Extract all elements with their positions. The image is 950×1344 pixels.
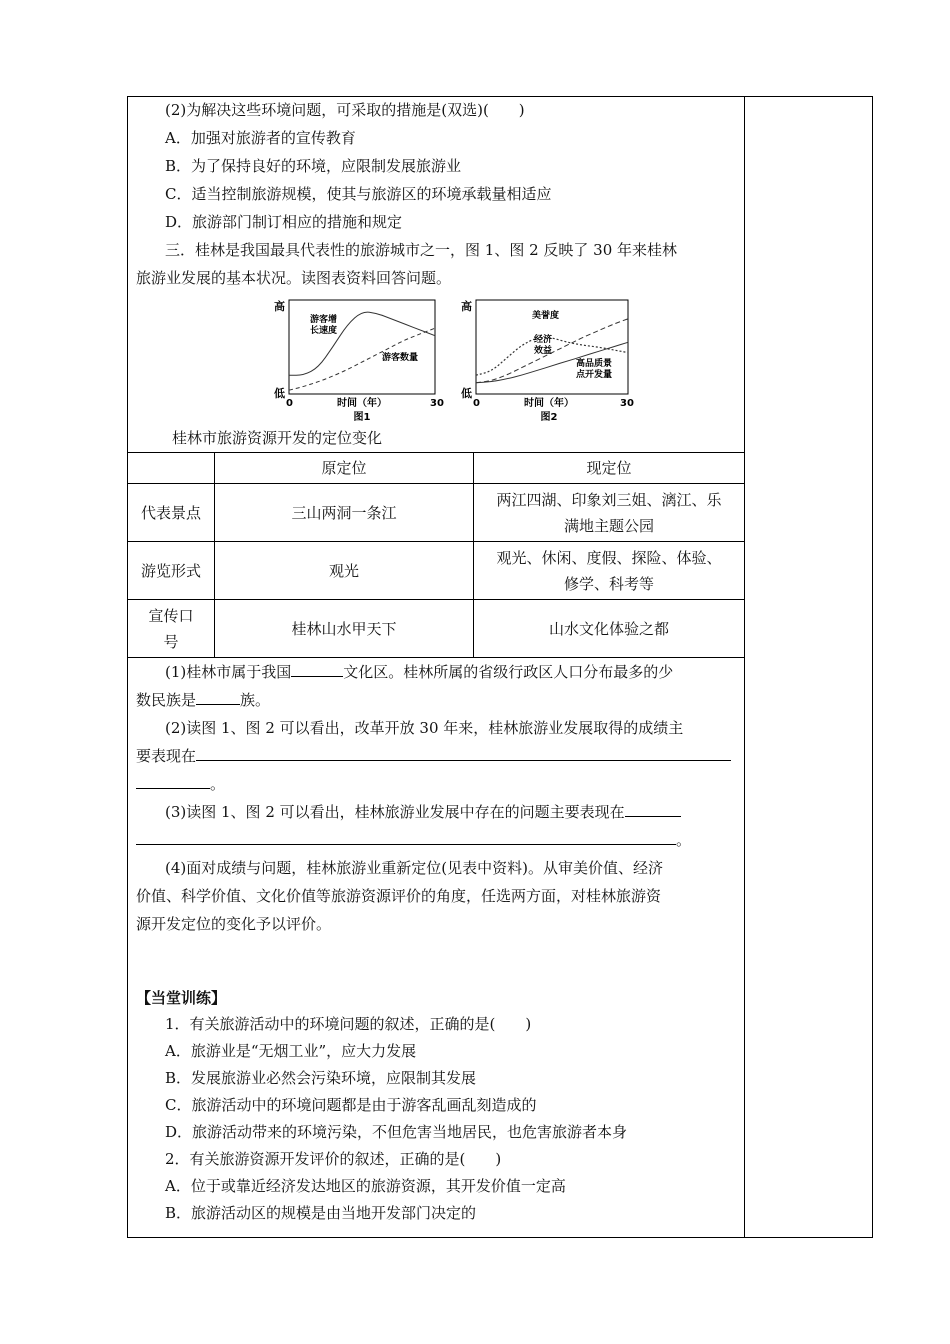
table-header-row (128, 453, 745, 484)
row-label-slogan-l1: 宣传口 (148, 606, 194, 625)
subq1-text-d: 族。 (240, 691, 271, 709)
fig1-title: 图1 (353, 412, 371, 423)
row-forms-current-l2: 修学、科考等 (563, 574, 654, 593)
practice-q1-option-b: B．发展旅游业必然会污染环境，应限制其发展 (165, 1069, 477, 1087)
subq2-line1: (2)读图 1、图 2 可以看出，改革开放 30 年来，桂林旅游业发展取得的成绩主 (165, 719, 684, 737)
subq2-end: 。 (210, 775, 226, 793)
subq2-line3 (136, 774, 225, 794)
row-label-slogan (128, 600, 215, 658)
row-slogan-current: 山水文化体验之都 (474, 600, 745, 658)
figure-1 (274, 299, 444, 423)
subq2-blank-1[interactable] (196, 746, 731, 761)
fig2-label-quality-l1: 高品质景 (576, 359, 613, 369)
subq1-text-c: 数民族是 (136, 691, 197, 709)
fig2-x-tick-0: 0 (473, 398, 480, 409)
fig2-y-low: 低 (461, 387, 472, 400)
margin-column-divider (744, 96, 745, 1238)
table-row (128, 542, 745, 600)
practice-heading: 【当堂训练】 (136, 989, 227, 1007)
row-label-sites: 代表景点 (128, 484, 215, 542)
practice-q2-option-a: A．位于或靠近经济发达地区的旅游资源，其开发价值一定高 (165, 1177, 566, 1195)
practice-q1-option-d: D．旅游活动带来的环境污染，不但危害当地居民，也危害旅游者本身 (165, 1123, 628, 1141)
fig1-y-high: 高 (274, 300, 285, 313)
subq3-blank-2[interactable] (136, 830, 676, 845)
subq3-end: 。 (676, 831, 692, 849)
subq1-line2 (136, 690, 270, 710)
practice-q2-stem: 2．有关旅游资源开发评价的叙述，正确的是( ) (165, 1150, 502, 1168)
fig1-x-tick-30: 30 (430, 398, 444, 409)
subq1-blank-1[interactable] (291, 662, 343, 677)
row-slogan-original: 桂林山水甲天下 (215, 600, 474, 658)
subq4-line2: 价值、科学价值、文化价值等旅游资源评价的角度，任选两方面，对桂林旅游资 (136, 887, 662, 905)
row-label-slogan-l2: 号 (163, 632, 179, 651)
row-label-forms: 游览形式 (128, 542, 215, 600)
subq1-text-b: 文化区。桂林所属的省级行政区人口分布最多的少 (343, 663, 674, 681)
row-forms-current-l1: 观光、休闲、度假、探险、体验、 (496, 548, 722, 567)
q2-option-d: D．旅游部门制订相应的措施和规定 (165, 213, 403, 231)
fig2-label-quality-l2: 点开发量 (576, 370, 613, 380)
fig2-label-econ-l2: 效益 (534, 346, 553, 356)
q2-option-b: B．为了保持良好的环境，应限制发展旅游业 (165, 157, 462, 175)
table-header-original: 原定位 (215, 453, 474, 484)
fig2-x-label: 时间（年） (524, 398, 574, 409)
table-row (128, 484, 745, 542)
fig2-x-tick-30: 30 (620, 398, 634, 409)
subq1-line1 (165, 662, 673, 682)
fig1-label-count: 游客数量 (382, 353, 419, 363)
practice-q1-option-a: A．旅游业是“无烟工业”，应大力发展 (165, 1042, 417, 1060)
q2-option-a: A．加强对旅游者的宣传教育 (165, 129, 356, 147)
row-sites-original: 三山两洞一条江 (215, 484, 474, 542)
positioning-table (127, 452, 745, 658)
table-row (128, 600, 745, 658)
subq2-blank-2[interactable] (136, 774, 210, 789)
subq4-line3: 源开发定位的变化予以评价。 (136, 915, 332, 933)
table-caption: 桂林市旅游资源开发的定位变化 (172, 429, 383, 447)
fig1-label-growth-l1: 游客增 (310, 315, 338, 325)
row-sites-current (474, 484, 745, 542)
practice-q1-stem: 1．有关旅游活动中的环境问题的叙述，正确的是( ) (165, 1015, 532, 1033)
fig2-y-high: 高 (461, 300, 472, 313)
subq1-blank-2[interactable] (196, 690, 240, 705)
practice-q2-option-b: B．旅游活动区的规模是由当地开发部门决定的 (165, 1204, 477, 1222)
table-header-empty (128, 453, 215, 484)
subq1-text-a: (1)桂林市属于我国 (165, 663, 292, 681)
subq3-line2 (136, 830, 691, 850)
table-header-current: 现定位 (474, 453, 745, 484)
row-sites-current-l2: 满地主题公园 (563, 516, 654, 535)
row-forms-current (474, 542, 745, 600)
fig2-label-reputation: 美誉度 (532, 311, 560, 321)
practice-q1-option-c: C．旅游活动中的环境问题都是由于游客乱画乱刻造成的 (165, 1096, 537, 1114)
fig2-label-econ-l1: 经济 (534, 335, 553, 345)
q2-option-c: C．适当控制旅游规模，使其与旅游区的环境承载量相适应 (165, 185, 552, 203)
q3-intro-line2: 旅游业发展的基本状况。读图表资料回答问题。 (136, 269, 452, 287)
fig2-title: 图2 (540, 412, 558, 423)
fig1-label-growth-l2: 长速度 (310, 326, 338, 336)
subq3-blank-1[interactable] (625, 802, 681, 817)
subq2-line2 (136, 746, 731, 766)
q2-stem: (2)为解决这些环境问题，可采取的措施是(双选)( ) (165, 101, 525, 119)
subq3-text-a: (3)读图 1、图 2 可以看出，桂林旅游业发展中存在的问题主要表现在 (165, 803, 625, 821)
figures-1-2 (262, 296, 642, 426)
fig1-x-tick-0: 0 (286, 398, 293, 409)
row-forms-original: 观光 (215, 542, 474, 600)
fig1-y-low: 低 (274, 387, 285, 400)
subq4-line1: (4)面对成绩与问题，桂林旅游业重新定位(见表中资料)。从审美价值、经济 (165, 859, 663, 877)
q3-intro-line1: 三．桂林是我国最具代表性的旅游城市之一，图 1、图 2 反映了 30 年来桂林 (165, 241, 678, 259)
fig1-x-label: 时间（年） (337, 398, 387, 409)
subq3-line1 (165, 802, 681, 822)
subq2-text-b: 要表现在 (136, 747, 197, 765)
figure-2 (461, 299, 634, 423)
row-sites-current-l1: 两江四湖、印象刘三姐、漓江、乐 (496, 490, 722, 509)
